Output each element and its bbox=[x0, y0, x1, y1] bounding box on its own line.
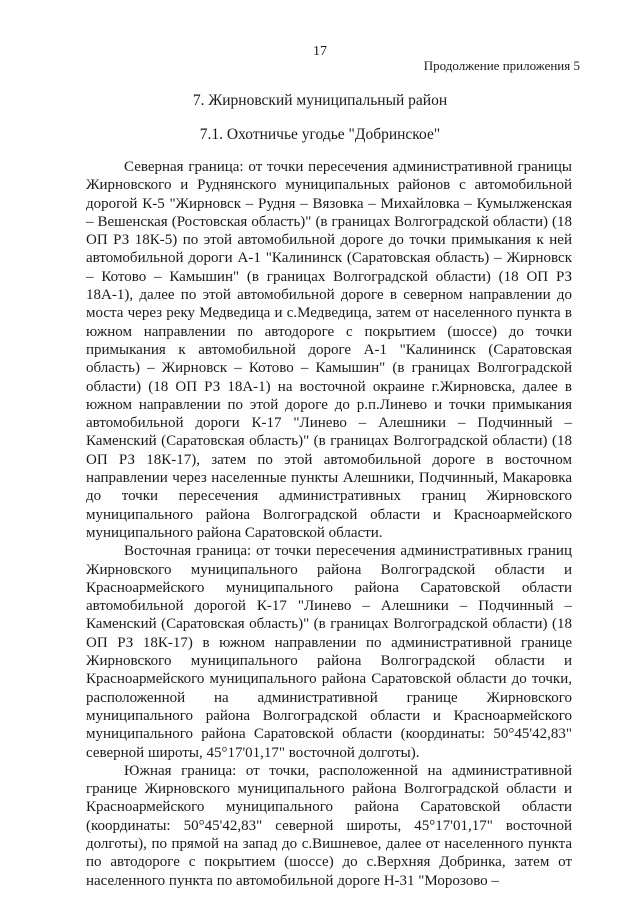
appendix-continuation-note: Продолжение приложения 5 bbox=[423, 58, 580, 73]
subsection-title: 7.1. Охотничье угодье "Добринское" bbox=[199, 126, 441, 143]
east-border-paragraph: Восточная граница: от точки пересечения административных границ Жирновского муниципального района Волгоградской области и Красноармейского муниципального района Саратовской области автомобильной дорогой К-17 "Линево – Алешники – Подчинный – Каменский (Саратовская область)" (в границах Волгоградской области) (18 ОП РЗ 18К-17) в южном направлении по административной границе Жирновского муниципального района Волгоградской области и Красноармейского муниципального района Саратовской области до точки, расположенной на административной границе Жирновского муниципального района Волгоградской области и Красноармейского муниципального района Саратовской области (координаты: 50°45'42,83" северной широты, 45°17'01,17" восточной долготы). bbox=[86, 543, 572, 761]
north-border-paragraph: Северная граница: от точки пересечения административной границы Жирновского и Руднянского муниципальных районов с автомобильной дорогой К-5 "Жирновск – Рудня – Вязовка – Михайловка – Кумылженская – Вешенская (Ростовская область)" (в границах Волгоградской области) (18 ОП РЗ 18К-5) по этой автомобильной дороге до точки примыкания к ней автомобильной дороги А-1 "Калининск (Саратовская область) – Жирновск – Котово – Камышин" (в границах Волгоградской области) (18 ОП РЗ 18А-1), далее по этой автомобильной дороге в северном направлении до моста через реку Медведица и с.Медведица, затем от населенного пункта в южном направлении по автодороге с покрытием (шоссе) до точки примыкания к автомобильной дороге А-1 "Калининск (Саратовская область) – Жирновск – Котово – Камышин" (в границах Волгоградской области) (18 ОП РЗ 18А-1) на восточной окраине г.Жирновска, далее в южном направлении по этой дороге до р.п.Линево и точки примыкания автомобильной дороги К-17 "Линево – Алешники – Подчинный – Каменский (Саратовская область)" (в границах Волгоградской области) (18 ОП РЗ 18К-17), затем по этой автомобильной дороге в восточном направлении через населенные пункты Алешники, Подчинный, Макаровка до точки пересечения административных границ Жирновского муниципального района Волгоградской области и Красноармейского муниципального района Саратовской области. bbox=[86, 159, 572, 541]
page-number: 17 bbox=[313, 44, 327, 59]
section-title: 7. Жирновский муниципальный район bbox=[192, 92, 448, 109]
document-body bbox=[86, 158, 572, 890]
south-border-paragraph: Южная граница: от точки, расположенной на административной границе Жирновского муниципального района Волгоградской области и Красноармейского муниципального района Саратовской области (координаты: 50°45'42,83" северной широты, 45°17'01,17" восточной долготы), по прямой на запад до с.Вишневое, далее от населенного пункта по автодороге с покрытием (шоссе) до с.Верхняя Добринка, затем от населенного пункта по автомобильной дороге Н-31 "Морозово – bbox=[86, 762, 572, 889]
